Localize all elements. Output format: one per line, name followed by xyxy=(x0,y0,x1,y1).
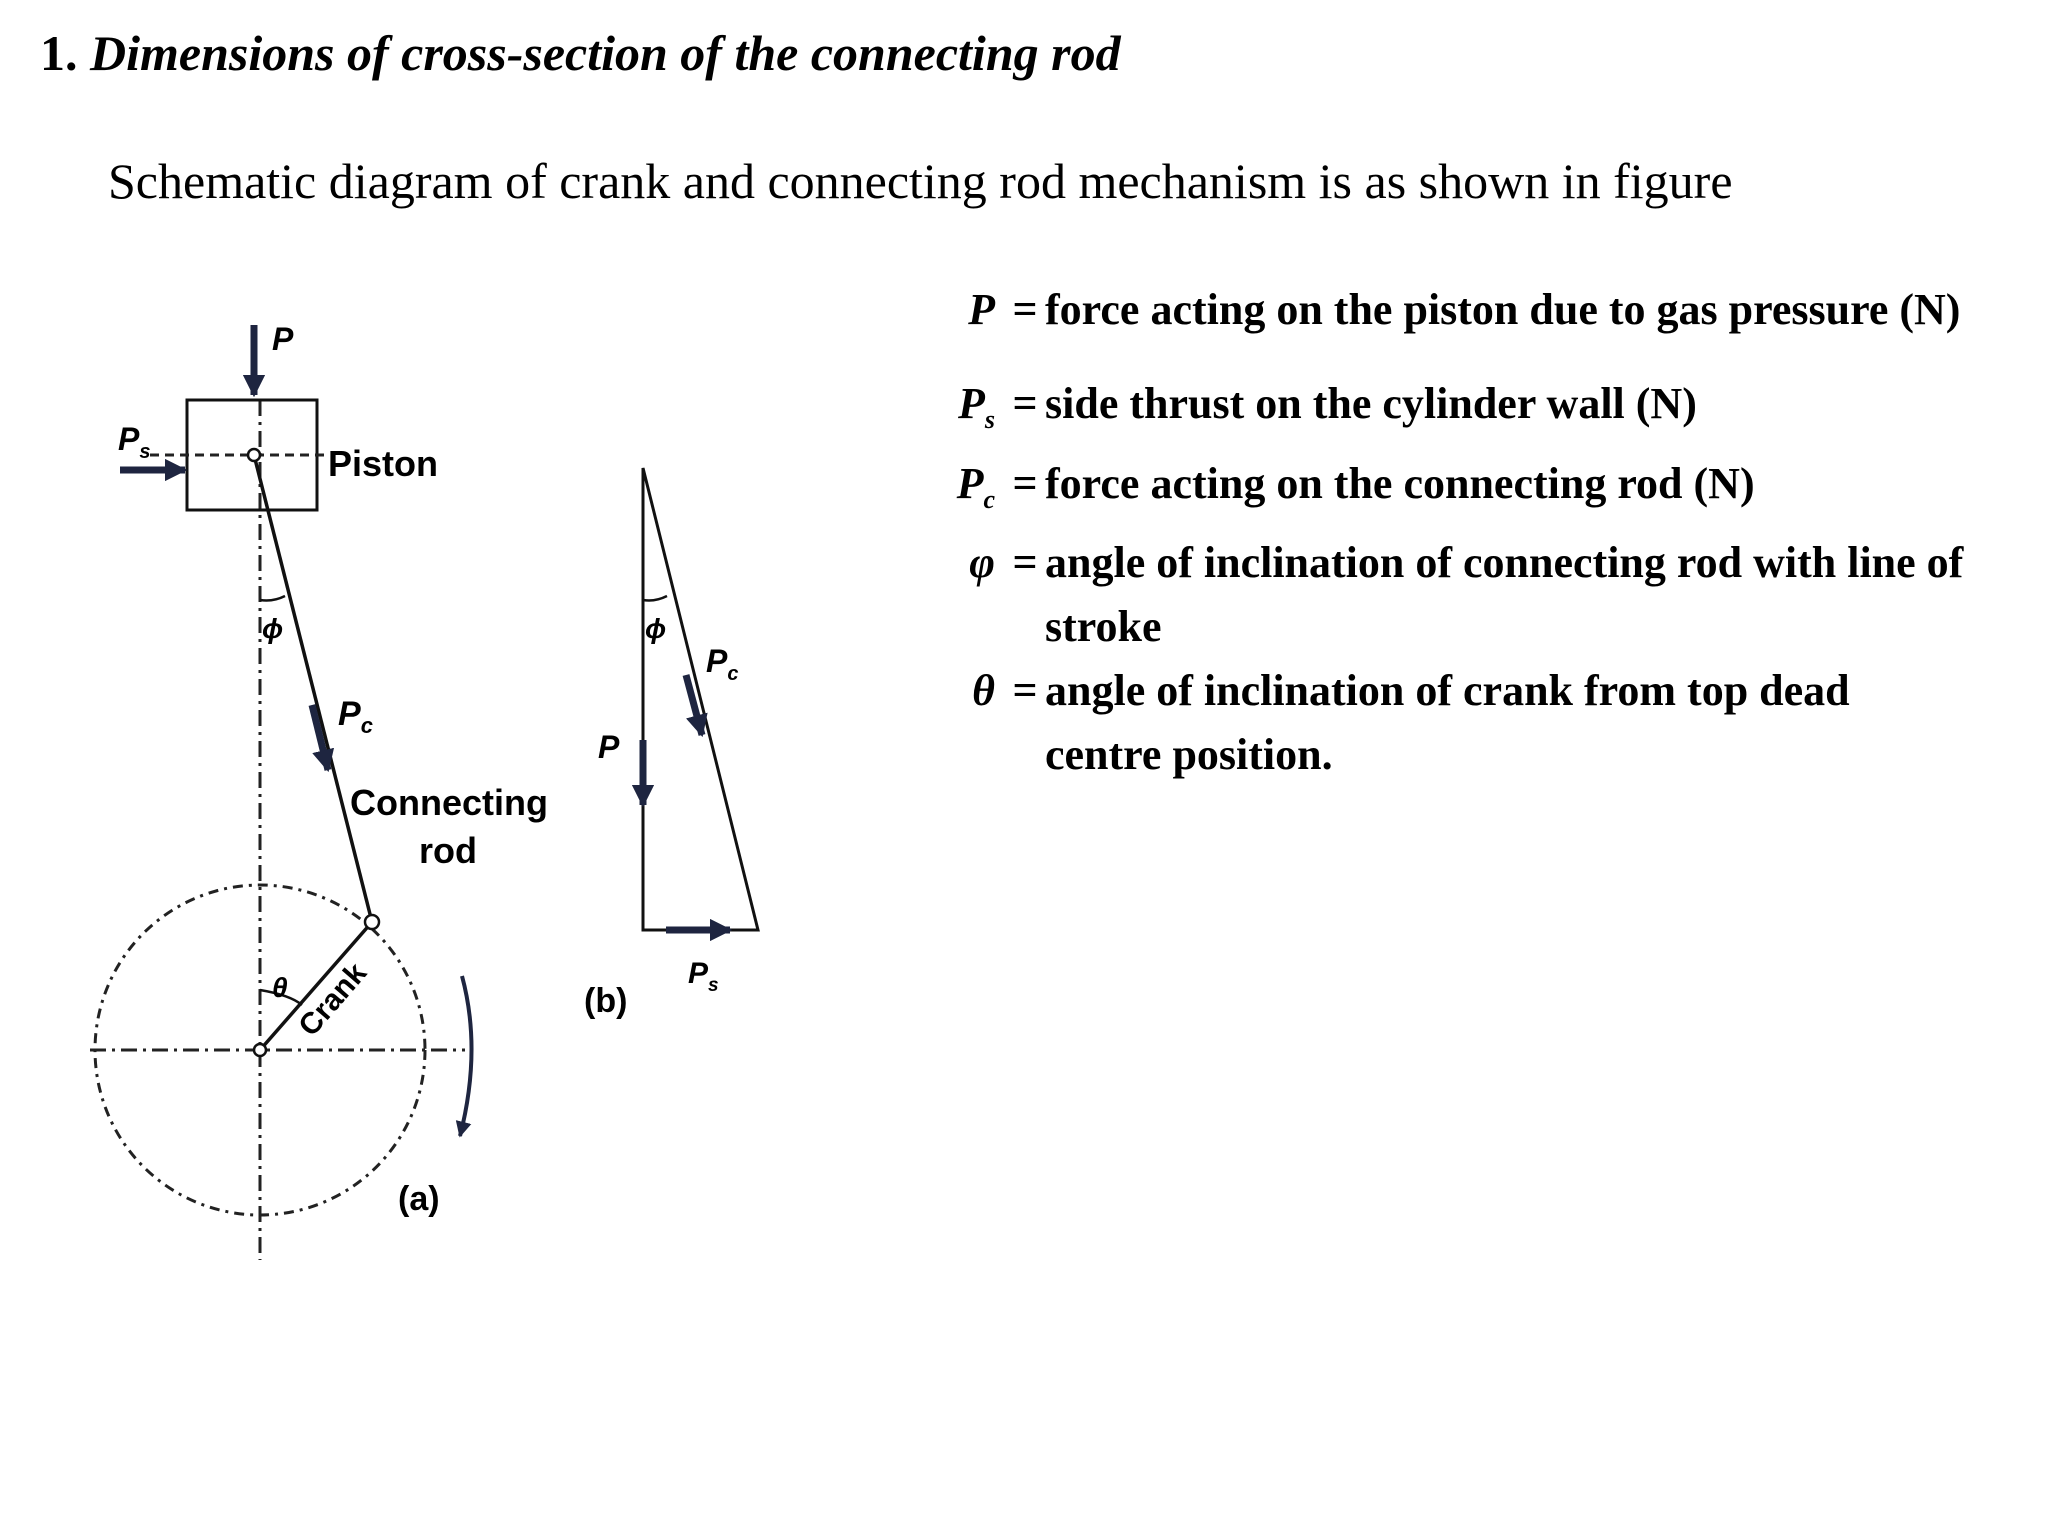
legend-row-theta xyxy=(925,659,1975,787)
legend-equals: = xyxy=(1012,458,1038,508)
crank-centre xyxy=(254,1044,266,1056)
piston-pin xyxy=(248,449,260,461)
caption-a: (a) xyxy=(398,1180,440,1218)
legend-description: angle of inclination of connecting rod with line of stroke xyxy=(1045,538,1964,652)
legend-equals: = xyxy=(1012,666,1038,716)
intro-text: Schematic diagram of crank and connecting rod mechanism is as shown in figure xyxy=(108,153,1733,209)
label-force-p: P xyxy=(272,321,294,357)
phi-arc-a xyxy=(260,596,285,601)
crank-mechanism-figure xyxy=(90,300,810,1290)
rotation-arrow xyxy=(460,976,472,1136)
legend-description: angle of inclination of crank from top dead centre position. xyxy=(1045,666,1850,780)
label-phi-b: ϕ xyxy=(645,613,667,644)
label-phi-a: ϕ xyxy=(262,613,284,644)
force-triangle xyxy=(643,468,758,930)
triangle-pc-arrow xyxy=(686,675,702,735)
legend-symbol: $P_s$ xyxy=(957,378,995,434)
crank-pin xyxy=(365,915,379,929)
legend-symbol: P xyxy=(968,285,995,334)
legend-equals: = xyxy=(1012,378,1038,428)
label-force-pc: $P_c$ xyxy=(338,695,373,738)
section-heading xyxy=(40,22,1121,84)
label-connecting-rod-line2: rod xyxy=(419,830,477,871)
legend-row-pc xyxy=(925,452,1975,532)
label-piston: Piston xyxy=(328,443,439,484)
legend-symbol: θ xyxy=(972,666,995,716)
label-connecting-rod-line1: Connecting xyxy=(350,782,548,823)
label-triangle-ps: $P_s$ xyxy=(688,957,719,996)
legend-symbol: $P_c$ xyxy=(956,458,995,514)
label-force-ps: $P_s$ xyxy=(118,421,151,463)
legend-row-ps xyxy=(925,372,1975,452)
legend-symbol: φ xyxy=(969,538,995,588)
diagram-a xyxy=(90,321,548,1260)
caption-b: (b) xyxy=(584,982,628,1020)
label-triangle-pc: $P_c$ xyxy=(706,643,739,685)
legend-equals: = xyxy=(1012,538,1038,588)
section-number: 1. xyxy=(40,25,78,81)
legend-description: force acting on the connecting rod (N) xyxy=(1045,458,1755,508)
symbol-legend xyxy=(925,278,1975,787)
legend-description: force acting on the piston due to gas pressure (N) xyxy=(1045,285,1961,334)
label-triangle-p: P xyxy=(598,729,620,765)
label-crank: Crank xyxy=(292,956,374,1043)
connecting-rod-line xyxy=(254,455,372,922)
label-theta-a: θ xyxy=(272,972,288,1003)
section-title: Dimensions of cross-section of the connecting rod xyxy=(90,25,1121,81)
phi-arc-b xyxy=(643,596,667,601)
legend-row-p xyxy=(925,278,1975,358)
legend-row-phi xyxy=(925,531,1975,659)
legend-equals: = xyxy=(1012,285,1038,334)
legend-description: side thrust on the cylinder wall (N) xyxy=(1045,378,1697,428)
diagram-b xyxy=(584,468,758,1020)
